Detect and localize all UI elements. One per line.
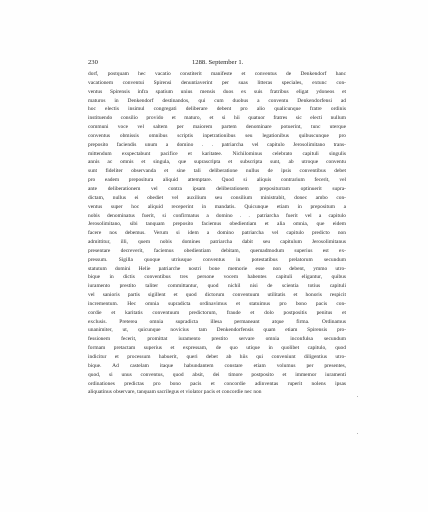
text-line: hoc electis insimul congregati deliberare debent pro alio qualicunque fratre ordinis xyxy=(88,106,346,113)
text-line: instituendo consilio provido et maturo, et si hii quatuor fratres sic electi nullum xyxy=(88,115,346,122)
text-line: dictam, nullus ei obediet vel auxilium seu consilium ministrabit, donec ambo con- xyxy=(88,194,346,201)
text-line: ordinationes predictas pro bono pacis et concordie adinventas ruperit nolens ipsas xyxy=(88,380,346,387)
running-head xyxy=(88,59,346,68)
text-line: indicitur et processum habuerit, queri debet ab hiis qui conveniunt diligentius utro- xyxy=(88,354,346,360)
text-line: annis ac omnis et singula, que suprascripta et subscripta sunt, ab utroque conventu xyxy=(88,159,346,166)
text-line: bique. Ad castelam itaque habundantem constare etiam volumus per presentes, xyxy=(88,362,346,369)
text-line: sunt fideliter observanda et sine tali deliberatione nullus de ipsis conventibus debet xyxy=(88,168,346,175)
body-text xyxy=(88,70,346,397)
text-line: mittendum exspectabunt pacifice et karitatee. Nichilominus celebrato capituli singulis xyxy=(88,150,346,157)
paper-speck xyxy=(357,433,358,434)
text-line: unanimiter, ut, quicunque novicius tam Denkendorfensis quam etiam Spirensis pro- xyxy=(88,327,346,334)
text-line: ventus Spirensis infra spatium unius mensis duos ex suis fratribus eligat ydoneos et xyxy=(88,88,346,95)
text-line: statutum domini Helie patriarche nostri bone memorie esse non debent, ymmo utro- xyxy=(88,265,346,272)
text-line: fessionem fecerit, promittat iuramento prestito servare omnia inconfulsa secundum xyxy=(88,336,346,343)
text-line: incrementum. Hec omnia supradicta ordinavimus et statuimus pro bono pacis con- xyxy=(88,300,346,307)
text-line: vel sanioris partis sigillent et quod dictorum conventuum utilitatis et honoris respicit xyxy=(88,292,346,299)
text-line: dorf, postquam hec vacatio constiterit manifeste et conventus de Denkendorf hanc xyxy=(88,71,346,77)
text-line: aliquatinus observare, tanquam sacrilegus et violator pacis et concordie nec non xyxy=(88,389,262,396)
text-line: communi voce vel saltem per maiorem partem denominare potuerint, tunc uterque xyxy=(88,124,346,131)
header-date: 1288. September 1. xyxy=(192,59,244,66)
text-line: iuramento prestito taliter committantur, quod nichil nisi de scientia totius capituli xyxy=(88,283,346,290)
text-line: quod, si unus conventus, quod absit, dei timore postposito et immemor iuramenti xyxy=(88,371,346,378)
text-line: maturos in Denkendorf destinandos, qui cum duobus a conventu Denkendorfensi ad xyxy=(88,97,346,104)
text-line: nobis denominatus fuerit, si confirmatus a domino . . patriarcha fuerit vel a capitulo xyxy=(88,212,346,219)
text-line: cordie et karitatis conventuum predictorum, fraude et dolo postpositis penitus et xyxy=(88,309,346,316)
text-line: pressum. Sigilla quoque utriusque conventus in potestatibus prelatorum secundum xyxy=(88,256,346,263)
text-line: admittitur, illi, quem nobis domines patriarcha dabit seu capitulum Jerosolimitanus xyxy=(88,239,346,246)
text-line: pro eadem prepositura aliquid attemptare. Quod si aliquis contrarium fecerit, vel xyxy=(88,177,346,184)
text-line: conventus obmissis omnibus scriptis inpetrationibus seu legationibus quibuscunque pro xyxy=(88,132,346,139)
text-line: bique in dictis conventibus tres persone vocem habentes capituli eligantur, quibus xyxy=(88,274,346,281)
text-line: vacationem conventui Spirensi denuntiaverint per suas litteras speciales, extunc con- xyxy=(88,79,346,86)
page-number: 230 xyxy=(88,59,98,66)
text-line: exclusis. Preterea omnia supradicta illesa permaneant atque firma. Ordinamus xyxy=(88,318,346,325)
paper-speck xyxy=(357,396,358,397)
text-line: ventus super hoc aliquid receperint in mandatis. Quicunque etiam in prepositum a xyxy=(88,203,346,210)
text-line: facere nos debemus. Verum si idem a domino patriarcha vel capitulo predicto non xyxy=(88,230,346,237)
text-line: preposito faciendis unum a domino . . patriarcha vel capitulo Jerosolimitano trans- xyxy=(88,141,346,148)
text-line: ante deliberationem vel contra ipsam deliberationem prepositurram optinuerit supra- xyxy=(88,185,346,192)
text-line: presentare decreverit, faciemus obedientiam debitam, quemadmodum superius est ex- xyxy=(88,247,346,254)
text-line: formam pretactam superius et expressam, de quo utique in quolibet capitulo, quod xyxy=(88,345,346,352)
text-line: Jerosolimitano, sibi tanquam preposito faciemus obedientiam et alia omnia, que eidem xyxy=(88,221,346,228)
